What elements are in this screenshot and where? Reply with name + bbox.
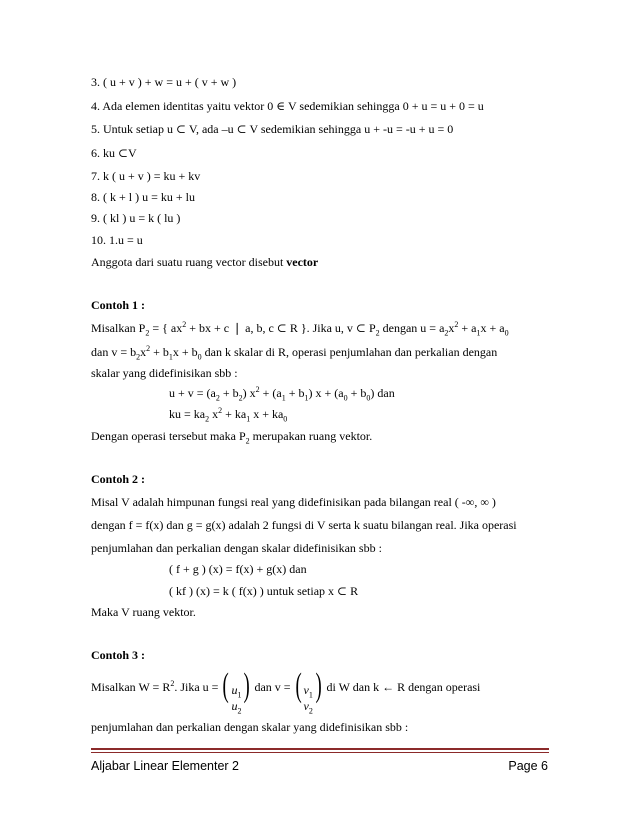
- example1-heading-text: Contoh 1 :: [91, 298, 146, 312]
- example1-scalar-op: ku = $ka_2$ $x^2 + ka_1$ $x + ka_0$: [169, 406, 288, 424]
- axiom-5: 5. Untuk setiap u ⊂ V, ada –u ⊂ V sedemikian sehingga u + -u = -u + u = 0: [91, 122, 454, 136]
- example1-line2: dan $v = b_2x^2 + b_1x + b_0$ dan k skalar di R, operasi penjumlahan dan perkalian dengan: [91, 344, 498, 362]
- axiom-6: 6. ku ⊂V: [91, 146, 137, 160]
- axiom-10: 10. 1.u = u: [91, 233, 143, 247]
- example3-line1: Misalkan $W = R^2$. Jika u = ( $u_1$ $u_2$ ) dan v = ( $v_1$ $v_2$ ) di W dan k ← R dengan operasi: [91, 667, 481, 716]
- footer-title: Aljabar Linear Elementer 2: [91, 759, 239, 773]
- vector-v-matrix: ( $v_1$ $v_2$ ): [295, 667, 322, 716]
- example2-heading: [91, 472, 145, 486]
- axiom-8: 8. ( k + l ) u = ku + lu: [91, 190, 195, 204]
- example2-line1: Misal V adalah himpunan fungsi real yang didefinisikan pada bilangan real ( -∞, ∞ ): [91, 495, 496, 509]
- footer-page-number: Page 6: [508, 759, 548, 773]
- vector-u-matrix: ( $u_1$ $u_2$ ): [222, 667, 250, 716]
- axiom-4: 4. Ada elemen identitas yaitu vektor 0 ∈ V sedemikian sehingga 0 + u = u + 0 = u: [91, 99, 484, 113]
- example2-op-scalar: ( kf ) (x) = k ( f(x) ) untuk setiap x ⊂ R: [169, 584, 359, 598]
- example3-heading-text: Contoh 3 :: [91, 648, 146, 662]
- example3-line2: penjumlahan dan perkalian dengan skalar yang didefinisikan sbb :: [91, 720, 409, 734]
- example1-conclusion: Dengan operasi tersebut maka $P_2$ merupakan ruang vektor.: [91, 429, 373, 446]
- example2-line2: dengan f = f(x) dan g = g(x) adalah 2 fungsi di V serta k suatu bilangan real. Jika operasi: [91, 518, 517, 532]
- definition-line: [91, 255, 318, 269]
- example1-line3: skalar yang didefinisikan sbb :: [91, 366, 238, 380]
- example2-heading-text: Contoh 2 :: [91, 472, 146, 486]
- footer-rule-thick: [91, 748, 549, 750]
- example3-heading: [91, 648, 145, 662]
- example2-op-sum: ( f + g ) (x) = f(x) + g(x) dan: [169, 562, 307, 576]
- definition-term: vector: [286, 255, 319, 269]
- axiom-3: 3. ( u + v ) + w = u + ( v + w ): [91, 75, 237, 89]
- definition-text: Anggota dari suatu ruang vector disebut: [91, 255, 287, 269]
- example1-heading: [91, 298, 145, 312]
- axiom-7: 7. k ( u + v ) = ku + kv: [91, 169, 201, 183]
- axiom-9: 9. ( kl ) u = k ( lu ): [91, 211, 181, 225]
- example1-sum-op: $u + v = (a_2 + b_2) x^2 + (a_1 + b_1) x + (a_0 + b_0)$ dan: [169, 385, 395, 403]
- example1-line1: Misalkan $P_2$ = { $ax^2$ + bx + c ❘ a, b, c ⊂ R }. Jika u, v ⊂ $P_2$ dengan $u = a_2x^2 + a_1x + a_0$: [91, 320, 509, 338]
- example2-line3: penjumlahan dan perkalian dengan skalar didefinisikan sbb :: [91, 541, 382, 555]
- footer-rule-thin: [91, 752, 549, 753]
- example2-conclusion: Maka V ruang vektor.: [91, 605, 196, 619]
